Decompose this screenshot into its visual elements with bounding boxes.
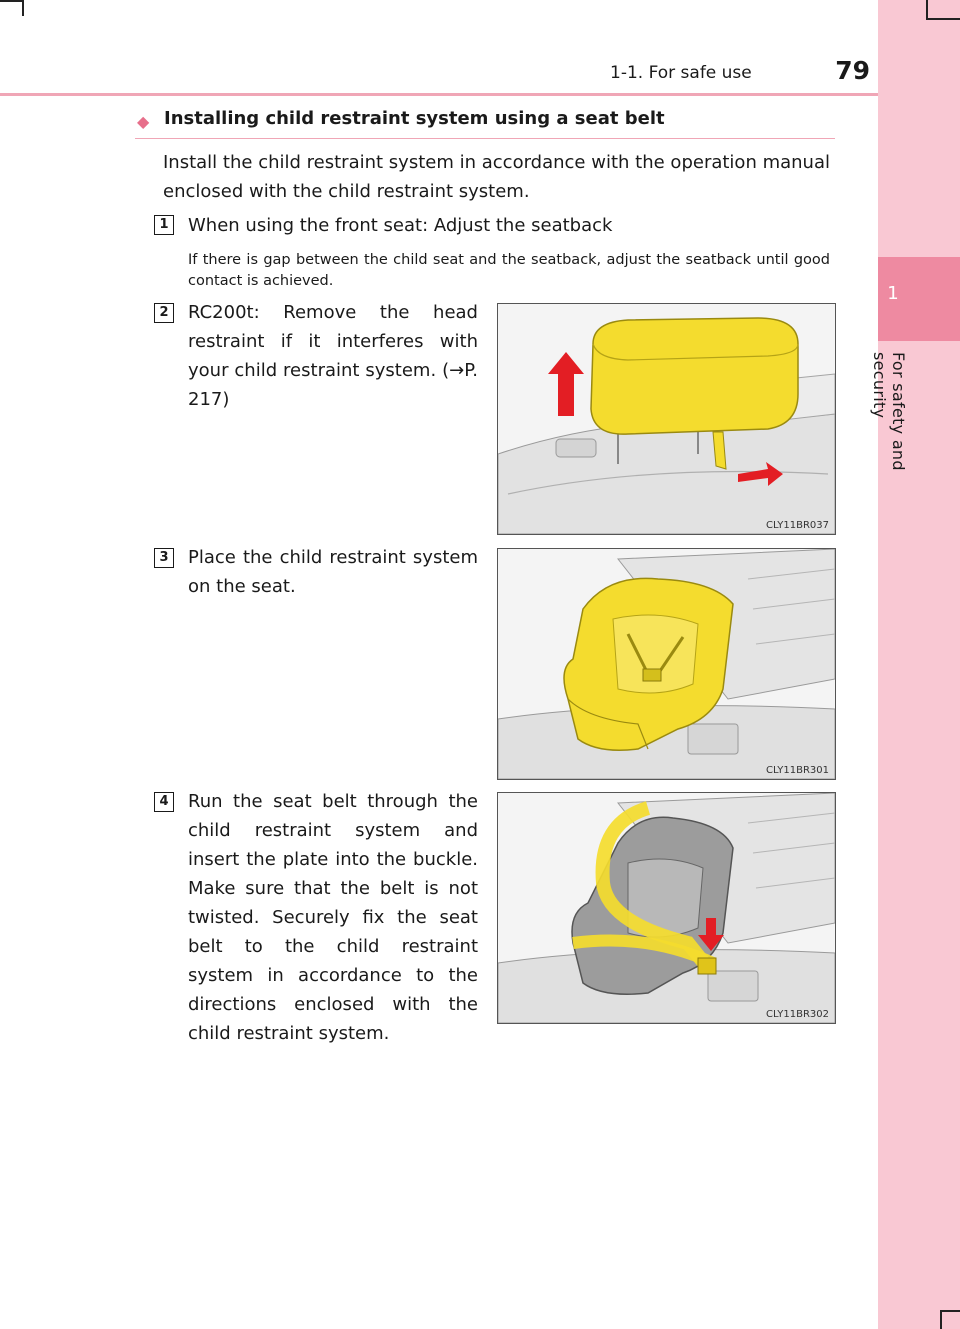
step-3-text: Place the child restraint system on the seat. — [188, 547, 478, 597]
figure-code: CLY11BR302 — [766, 1009, 829, 1020]
header-rule — [0, 93, 878, 96]
crop-mark — [940, 1310, 942, 1329]
diamond-icon: ◆ — [137, 112, 150, 131]
step-number-4: 4 — [154, 792, 174, 812]
crop-mark — [926, 18, 960, 20]
crop-mark — [0, 0, 22, 2]
chapter-title: For safety and security — [870, 352, 908, 471]
head-restraint-illustration — [498, 304, 835, 534]
step-2-text: RC200t: Remove the head restraint if it interferes with your child restraint system. (→P. 217) — [188, 302, 478, 410]
step-1-text: When using the front seat: Adjust the seatback — [188, 215, 613, 236]
crop-mark — [940, 1310, 960, 1312]
figure-code: CLY11BR301 — [766, 765, 829, 776]
step-number-3: 3 — [154, 548, 174, 568]
crop-mark — [22, 0, 24, 16]
crop-mark — [926, 0, 928, 18]
heading-text: Installing child restraint system using a seat belt — [164, 108, 665, 129]
figure-seat-belt — [497, 792, 836, 1024]
intro-paragraph: Install the child restraint system in accordance with the operation manual enclosed with the child restraint system. — [163, 152, 830, 202]
child-seat-illustration — [498, 549, 835, 779]
header-section-title: 1-1. For safe use — [610, 63, 752, 83]
page-number: 79 — [835, 56, 870, 85]
figure-place-seat — [497, 548, 836, 780]
step-number-1: 1 — [154, 215, 174, 235]
step-number-2: 2 — [154, 303, 174, 323]
figure-head-restraint — [497, 303, 836, 535]
step-4-text: Run the seat belt through the child restraint system and insert the plate into the buckle. Make sure that the belt is not twisted. Securely fix the seat belt to the child restraint system in accordance to the directions enclosed with the child restraint system. — [188, 791, 478, 1044]
chapter-number: 1 — [887, 283, 899, 304]
step-1-note: If there is gap between the child seat and the seatback, adjust the seatback until good contact is achieved. — [188, 252, 830, 289]
seat-belt-illustration — [498, 793, 835, 1023]
side-tab-strip — [870, 0, 960, 1329]
figure-code: CLY11BR037 — [766, 520, 829, 531]
